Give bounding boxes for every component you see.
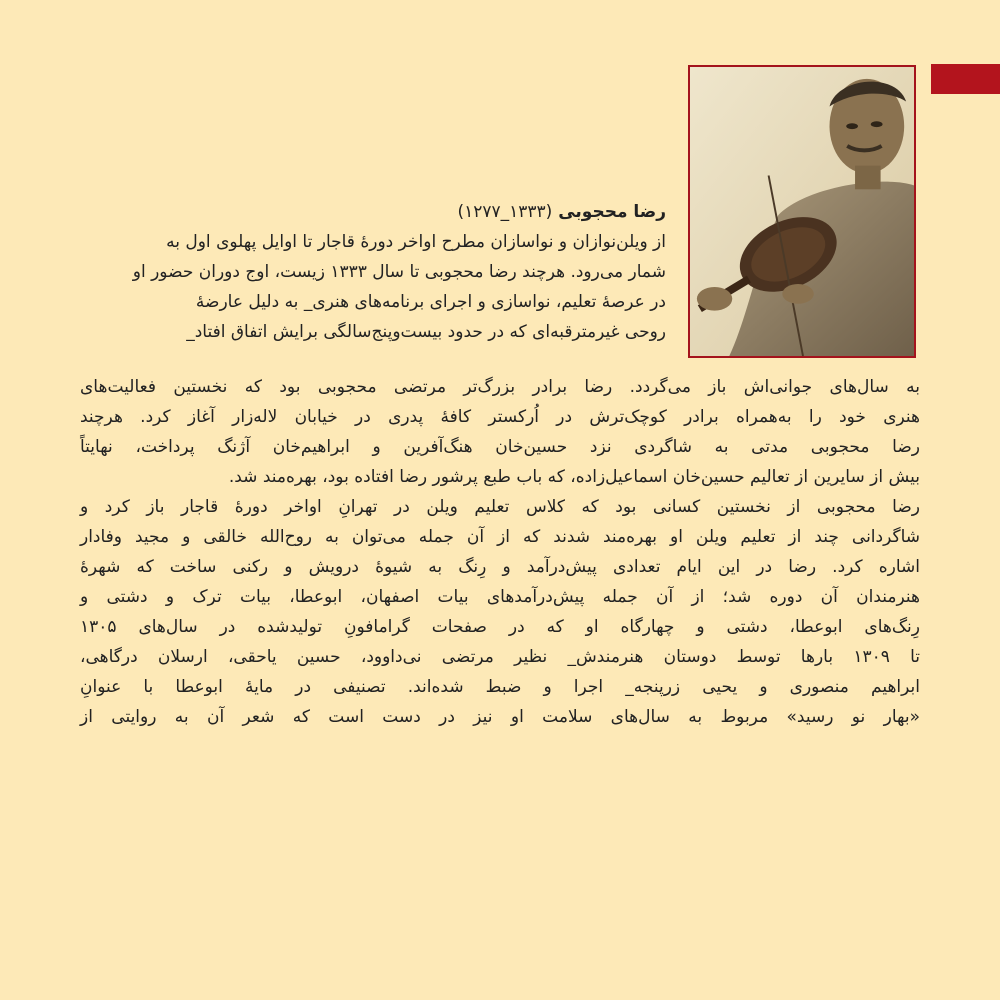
body-line: «بهار نو رسید» مربوط به سال‌های سلامت او نیز در دست است که شعر آن به روایتی از: [80, 707, 920, 727]
body-line: رضا محجوبی از نخستین کسانی بود که کلاس تعلیم ویلن در تهرانِ اواخر دورهٔ قاجار باز کرد و: [80, 497, 920, 517]
artist-dates: (۱۳۳۳_۱۲۷۷): [457, 202, 553, 222]
body-line: بیش از سایرین از تعالیم حسین‌خان اسماعیل‌زاده، که باب طبع پرشور رضا افتاده بود، بهره‌مند شد.: [228, 467, 920, 487]
intro-line: در عرصهٔ تعلیم، نواسازی و اجرای برنامه‌های هنری_ به دلیل عارضهٔ: [195, 292, 666, 312]
violinist-photo-illustration: [690, 67, 914, 356]
body-line: به سال‌های جوانی‌اش باز می‌گردد. رضا برادر بزرگ‌تر مرتضی محجوبی بود که نخستین فعالیت‌های: [80, 377, 920, 397]
body-line: رِنگ‌های ابوعطا، دشتی و چهارگاه او که در صفحات گرامافونِ تولیدشده در سال‌های ۱۳۰۵: [80, 617, 920, 637]
biography-heading: [270, 197, 666, 227]
body-line: ابراهیم منصوری و یحیی زرپنجه_ اجرا و ضبط شده‌اند. تصنیفی در مایهٔ ابوعطا با عنوانِ: [80, 677, 920, 697]
body-text: [80, 372, 920, 732]
body-line: هنری خود را به‌همراه برادر کوچک‌ترش در اُرکستر کافهٔ پدری در خیابان لاله‌زار آغاز کرد. هرچند: [80, 407, 920, 427]
body-line: اشاره کرد. رضا در این ایام تعدادی پیش‌درآمد و رِنگ به شیوهٔ درویش و رکنی ساخت که شهرهٔ: [80, 557, 920, 577]
body-line: هنرمندان آن دوره شد؛ از آن جمله پیش‌درآمدهای بیات اصفهان، ابوعطا، بیات ترک و دشتی و: [80, 587, 920, 607]
violinist-photo: [688, 65, 916, 358]
intro-line: شمار می‌رود. هرچند رضا محجوبی تا سال ۱۳۳۳ زیست، اوج دوران حضور او: [132, 262, 666, 282]
body-line: تا ۱۳۰۹ بارها توسط دوستان هنرمندش_ نظیر مرتضی نی‌داوود، حسین یاحقی، ارسلان درگاهی،: [80, 647, 920, 667]
intro-line: روحی غیرمترقبه‌ای که در حدود بیست‌وپنج‌سالگی برایش اتفاق افتاد_: [186, 322, 666, 342]
intro-line: از ویلن‌نوازان و نواسازان مطرح اواخر دورهٔ قاجار تا اوایل پهلوی اول به: [166, 232, 666, 252]
intro-paragraph: [132, 197, 666, 347]
artist-name: رضا محجوبی: [558, 202, 666, 222]
body-line: شاگردانی چند از تعلیم ویلن او بهره‌مند شدند که از آن جمله می‌توان به روح‌الله خالقی و مجید وفادار: [80, 527, 920, 547]
body-line: رضا محجوبی مدتی به شاگردی نزد حسین‌خان هنگ‌آفرین و ابراهیم‌خان آژنگ پرداخت، نهایتاً: [80, 437, 920, 457]
red-accent-bar: [931, 64, 1000, 94]
